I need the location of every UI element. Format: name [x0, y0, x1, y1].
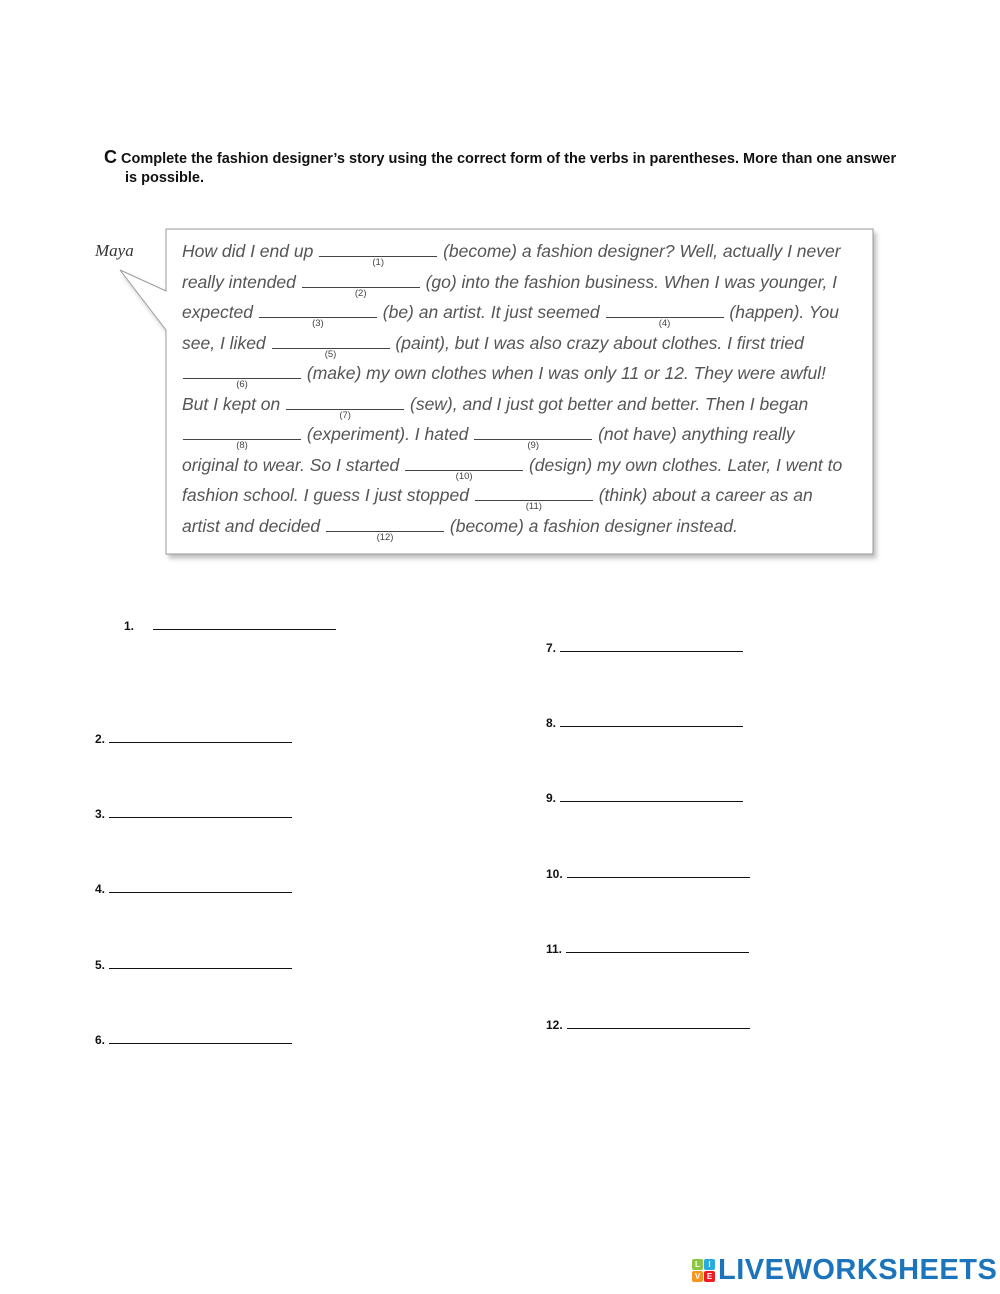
story-text-fragment: (happen). You [724, 302, 840, 322]
story-line [182, 389, 862, 420]
story-line [182, 480, 862, 511]
story-text-fragment: (go) into the fashion business. When I was younger, I [420, 271, 838, 292]
answer-item-3 [95, 807, 292, 821]
exercise-letter: C [104, 147, 117, 167]
answer-number: 5. [95, 958, 106, 972]
logo-mark-tile: I [704, 1259, 715, 1270]
story-text-fragment: expected [182, 302, 258, 322]
answer-field[interactable] [109, 1033, 292, 1044]
blank-number: (5) [324, 348, 337, 360]
answer-item-7 [546, 641, 743, 655]
answer-field[interactable] [560, 641, 743, 652]
answer-item-2 [95, 732, 292, 746]
story-blank [474, 419, 592, 451]
story-line [182, 511, 862, 542]
story-blank [183, 358, 301, 390]
answer-number: 1. [124, 619, 135, 633]
answer-field[interactable] [109, 807, 292, 818]
story-blank [475, 480, 593, 512]
story-text-fragment: (be) an artist. It just seemed [377, 302, 605, 322]
logo-mark-tile: V [692, 1271, 703, 1282]
answer-number: 2. [95, 732, 106, 746]
blank-number: (12) [376, 531, 394, 543]
blank-number: (8) [236, 440, 248, 451]
answer-field[interactable] [560, 716, 743, 727]
story-text-fragment: (make) my own clothes when I was only 11 or 12. They were awful! [302, 363, 826, 383]
story-blank [319, 236, 437, 268]
blank-number: (10) [455, 470, 473, 482]
answer-item-10 [546, 867, 750, 881]
answer-item-12 [546, 1018, 750, 1032]
story-text-fragment: artist and decided [182, 515, 326, 536]
answer-field[interactable] [109, 732, 292, 743]
story-blank [286, 389, 404, 421]
answer-number: 4. [95, 882, 106, 896]
answer-field[interactable] [153, 619, 336, 630]
answer-field[interactable] [109, 958, 292, 969]
answer-item-6 [95, 1033, 292, 1047]
blank-number: (2) [354, 287, 367, 299]
answer-number: 9. [546, 791, 557, 805]
story-line [182, 267, 862, 298]
story-blank [326, 511, 444, 543]
answer-number: 11. [546, 942, 563, 956]
answer-field[interactable] [109, 882, 292, 893]
logo-wordmark: LIVEWORKSHEETS [718, 1253, 998, 1286]
story-text-fragment: (sew), and I just got better and better. Then I began [405, 393, 809, 414]
story-blank [272, 328, 390, 360]
story-blank [606, 297, 724, 329]
story-blank [183, 419, 301, 451]
answer-number: 10. [546, 867, 563, 881]
story-line [182, 419, 862, 450]
blank-number: (1) [372, 257, 385, 268]
story-text-fragment: (design) my own clothes. Later, I went to [524, 454, 843, 475]
story-text-fragment: How did I end up [182, 241, 319, 261]
story-line [182, 297, 862, 328]
blank-number: (6) [236, 379, 248, 390]
blank-number: (11) [525, 501, 542, 512]
story-text-fragment: (experiment). I hated [302, 424, 474, 444]
blank-number: (3) [312, 318, 324, 329]
liveworksheets-logo [692, 1253, 997, 1287]
logo-mark-icon [692, 1259, 715, 1282]
story-line [182, 358, 862, 389]
instruction-text-line1: Complete the fashion designer’s story using the correct form of the verbs in parentheses. More than one answer [121, 151, 897, 167]
speaker-name: Maya [95, 241, 134, 260]
answer-item-9 [546, 791, 743, 805]
answer-item-11 [546, 942, 749, 956]
story-blank [405, 450, 523, 482]
story-text-fragment: (think) about a career as an [593, 485, 813, 505]
logo-mark-tile: L [692, 1259, 703, 1270]
story-line [182, 236, 862, 267]
answer-item-8 [546, 716, 743, 730]
story-text-fragment: original to wear. So I started [182, 454, 405, 475]
answer-item-5 [95, 958, 292, 972]
blank-number: (9) [527, 440, 540, 451]
answer-field[interactable] [567, 867, 750, 878]
answer-number: 7. [546, 641, 557, 655]
story-text-fragment: But I kept on [182, 393, 286, 414]
blank-number: (7) [339, 409, 351, 421]
story-text-fragment: see, I liked [182, 332, 271, 353]
logo-text [718, 1254, 997, 1287]
answer-number: 3. [95, 807, 106, 821]
answer-item-1 [124, 619, 336, 633]
story-blank [302, 267, 420, 299]
story-text [182, 236, 862, 541]
story-blank [259, 297, 377, 329]
logo-mark-tile: E [704, 1271, 715, 1282]
story-text-fragment: (paint), but I was also crazy about clothes. I first tried [390, 332, 804, 353]
answer-number: 12. [546, 1018, 563, 1032]
answer-number: 8. [546, 716, 557, 730]
answer-number: 6. [95, 1033, 106, 1047]
story-text-fragment: (become) a fashion designer? Well, actually I never [438, 241, 841, 261]
story-text-fragment: (not have) anything really [593, 424, 795, 444]
story-text-fragment: fashion school. I guess I just stopped [182, 485, 474, 505]
answer-field[interactable] [567, 1018, 750, 1029]
story-text-fragment: really intended [182, 271, 301, 292]
story-line [182, 328, 862, 359]
answer-item-4 [95, 882, 292, 896]
story-line [182, 450, 862, 481]
blank-number: (4) [658, 318, 671, 329]
answer-field[interactable] [560, 791, 743, 802]
answer-field[interactable] [566, 942, 749, 953]
story-text-fragment: (become) a fashion designer instead. [445, 515, 738, 536]
instruction-text-line2: is possible. [125, 170, 204, 186]
